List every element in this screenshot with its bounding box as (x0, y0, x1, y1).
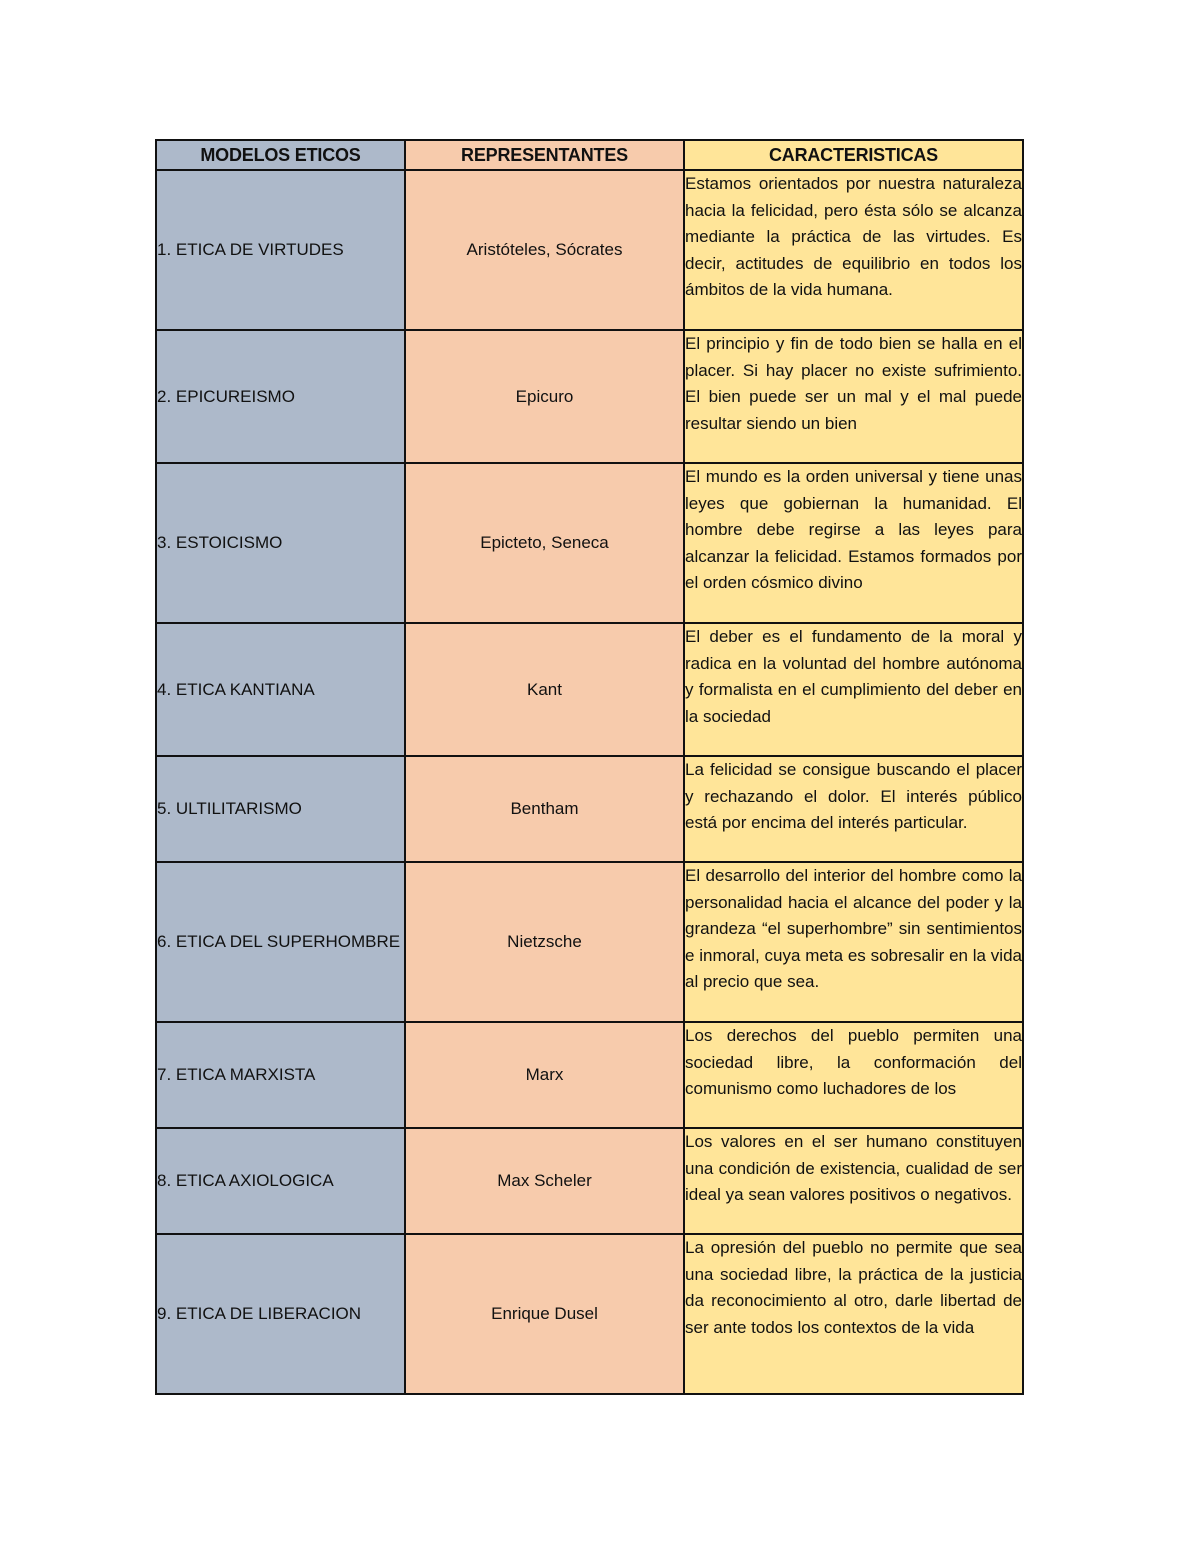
representatives-cell: Max Scheler (405, 1128, 684, 1234)
model-cell: 4. ETICA KANTIANA (156, 623, 405, 756)
table-row (156, 1022, 1023, 1128)
representatives-cell: Nietzsche (405, 862, 684, 1022)
representatives-cell: Epicuro (405, 330, 684, 463)
header-representantes: REPRESENTANTES (405, 140, 684, 170)
representatives-cell: Kant (405, 623, 684, 756)
representatives-cell: Epicteto, Seneca (405, 463, 684, 623)
header-modelos-eticos: MODELOS ETICOS (156, 140, 405, 170)
ethics-models-table (155, 139, 1024, 1395)
table-row (156, 1128, 1023, 1234)
table-row (156, 170, 1023, 330)
characteristics-cell: El principio y fin de todo bien se halla en el placer. Si hay placer no existe sufrimiento. El bien puede ser un mal y el mal puede resultar siendo un bien (684, 330, 1023, 463)
characteristics-cell: Estamos orientados por nuestra naturaleza hacia la felicidad, pero ésta sólo se alcanza mediante la práctica de las virtudes. Es decir, actitudes de equilibrio en todos los ámbitos de la vida humana. (684, 170, 1023, 330)
characteristics-cell: La opresión del pueblo no permite que sea una sociedad libre, la práctica de la justicia da reconocimiento al otro, darle libertad de ser ante todos los contextos de la vida (684, 1234, 1023, 1394)
characteristics-cell: Los derechos del pueblo permiten una sociedad libre, la conformación del comunismo como luchadores de los (684, 1022, 1023, 1128)
characteristics-cell: El deber es el fundamento de la moral y radica en la voluntad del hombre autónoma y formalista en el cumplimiento del deber en la sociedad (684, 623, 1023, 756)
table-row (156, 463, 1023, 623)
table-row (156, 862, 1023, 1022)
representatives-cell: Bentham (405, 756, 684, 862)
characteristics-cell: Los valores en el ser humano constituyen una condición de existencia, cualidad de ser ideal ya sean valores positivos o negativos. (684, 1128, 1023, 1234)
model-cell: 1. ETICA DE VIRTUDES (156, 170, 405, 330)
model-cell: 7. ETICA MARXISTA (156, 1022, 405, 1128)
model-cell: 6. ETICA DEL SUPERHOMBRE (156, 862, 405, 1022)
representatives-cell: Enrique Dusel (405, 1234, 684, 1394)
table-row (156, 330, 1023, 463)
table-row (156, 1234, 1023, 1394)
model-cell: 3. ESTOICISMO (156, 463, 405, 623)
header-caracteristicas: CARACTERISTICAS (684, 140, 1023, 170)
representatives-cell: Aristóteles, Sócrates (405, 170, 684, 330)
table-row (156, 623, 1023, 756)
model-cell: 2. EPICUREISMO (156, 330, 405, 463)
model-cell: 9. ETICA DE LIBERACION (156, 1234, 405, 1394)
representatives-cell: Marx (405, 1022, 684, 1128)
model-cell: 8. ETICA AXIOLOGICA (156, 1128, 405, 1234)
characteristics-cell: El mundo es la orden universal y tiene unas leyes que gobiernan la humanidad. El hombre debe regirse a las leyes para alcanzar la felicidad. Estamos formados por el orden cósmico divino (684, 463, 1023, 623)
characteristics-cell: La felicidad se consigue buscando el placer y rechazando el dolor. El interés público está por encima del interés particular. (684, 756, 1023, 862)
model-cell: 5. ULTILITARISMO (156, 756, 405, 862)
characteristics-cell: El desarrollo del interior del hombre como la personalidad hacia el alcance del poder y la grandeza “el superhombre” sin sentimientos e inmoral, cuya meta es sobresalir en la vida al precio que sea. (684, 862, 1023, 1022)
document-page (155, 139, 1022, 1395)
table-header-row (156, 140, 1023, 170)
table-row (156, 756, 1023, 862)
